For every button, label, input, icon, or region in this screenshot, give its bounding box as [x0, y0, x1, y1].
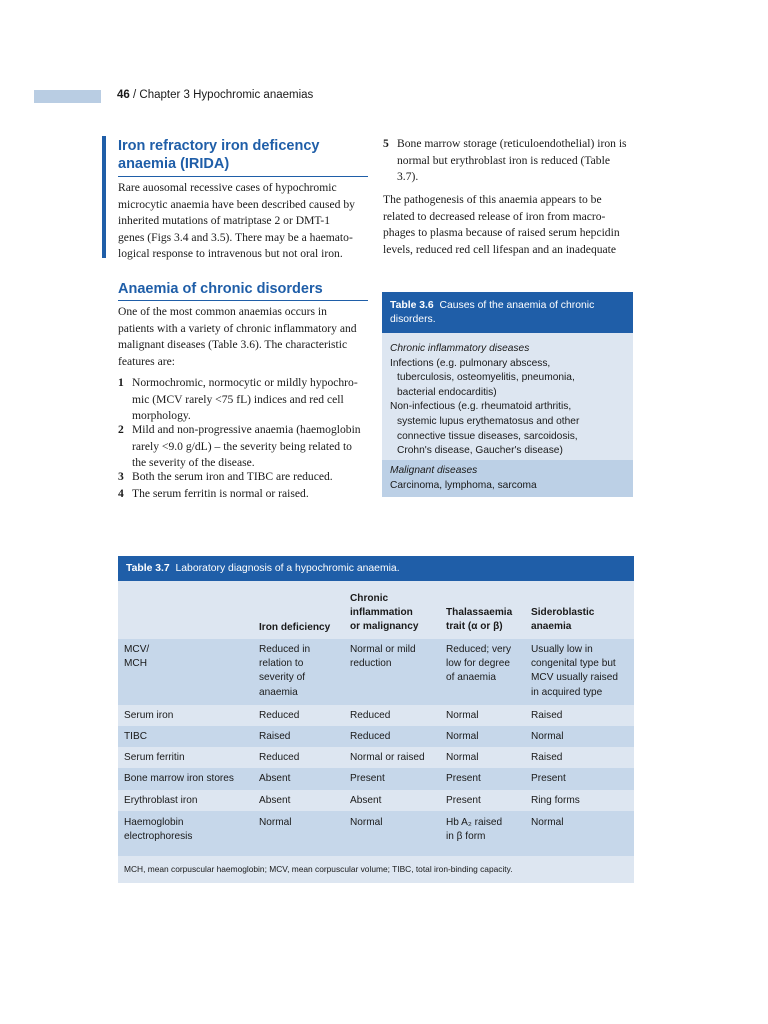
list-item-5	[383, 136, 634, 186]
irida-paragraph	[118, 180, 369, 263]
table-cell: Raised	[531, 752, 563, 763]
column-header-thalassaemia	[446, 606, 512, 634]
table-line: connective tissue diseases, sarcoidosis,	[397, 430, 578, 442]
table-cell: Reduced	[259, 752, 300, 763]
chapter-title: Hypochromic anaemias	[193, 89, 314, 101]
irida-heading-line2: anaemia (IRIDA)	[118, 156, 230, 172]
table-cell: Absent	[259, 773, 291, 784]
table-cell: Reduced	[350, 710, 391, 721]
table-3-7-title	[118, 556, 634, 581]
header-line: Chronic	[350, 593, 389, 604]
column-header-sideroblastic	[531, 606, 594, 634]
list-line: Normochromic, normocytic or mildly hypochro-	[132, 376, 358, 389]
irida-heading-rule	[118, 176, 368, 177]
list-item-2	[118, 422, 369, 472]
cell-line: severity of	[259, 672, 305, 684]
list-item-1	[118, 375, 369, 425]
table-cell: Absent	[350, 795, 382, 806]
table-cell	[350, 643, 416, 671]
intro-line: One of the most common anaemias occurs in	[118, 305, 327, 318]
intro-line: patients with a variety of chronic inflammatory and	[118, 321, 357, 335]
pathogenesis-paragraph	[383, 192, 634, 258]
table-label: Table 3.7	[126, 563, 170, 574]
cell-line: MCV usually raised	[531, 672, 618, 684]
table-cell: Raised	[259, 731, 291, 742]
irida-line: genes (Figs 3.4 and 3.5). There may be a haemato-	[118, 230, 353, 244]
table-cell	[259, 643, 310, 700]
header-line: inflammation	[350, 607, 413, 619]
chronic-heading: Anaemia of chronic disorders	[118, 281, 323, 297]
table-cell: Normal	[350, 817, 383, 828]
cell-line: of anaemia	[446, 672, 496, 684]
list-number: 4	[118, 487, 124, 500]
cell-line: MCV/	[124, 644, 150, 655]
table-line: Non-infectious (e.g. rheumatoid arthritis,	[390, 401, 572, 413]
table-3-6-malignant	[390, 464, 630, 493]
list-number: 5	[383, 137, 389, 150]
row-label: Serum iron	[124, 710, 174, 721]
table-cell: Present	[531, 773, 566, 784]
para-line: The pathogenesis of this anaemia appears to be	[383, 193, 602, 206]
cell-line: Haemoglobin	[124, 817, 184, 828]
header-line: trait (α or β)	[446, 621, 503, 633]
para-line: levels, reduced red cell lifespan and an inadequate	[383, 242, 617, 256]
table-line: bacterial endocarditis)	[397, 386, 497, 398]
cell-line: Reduced; very	[446, 644, 512, 655]
cell-line: anaemia	[259, 686, 298, 698]
table-line: Infections (e.g. pulmonary abscess,	[390, 357, 551, 369]
cell-line: Reduced in	[259, 644, 311, 655]
table-cell: Raised	[531, 710, 563, 721]
header-separator: /	[133, 89, 137, 101]
cell-line: Normal or mild	[350, 644, 416, 655]
table-cell: Normal	[531, 817, 564, 828]
section-accent-bar	[102, 136, 106, 258]
table-cell	[446, 816, 502, 844]
table-cell	[446, 643, 511, 686]
header-line: or malignancy	[350, 621, 419, 633]
column-header-iron-deficiency	[259, 621, 330, 635]
row-label: Bone marrow iron stores	[124, 773, 234, 784]
table-cell: Ring forms	[531, 795, 580, 806]
table-cell: Present	[446, 795, 481, 806]
cell-line: congenital type but	[531, 658, 616, 670]
irida-line: Rare auosomal recessive cases of hypochromic	[118, 181, 337, 194]
header-line: Iron deficiency	[259, 622, 331, 633]
cell-line: relation to	[259, 658, 304, 670]
chronic-heading-rule	[118, 300, 368, 301]
table-cell: Reduced	[259, 710, 300, 721]
irida-line: inherited mutations of matriptase 2 or DMT-1	[118, 214, 331, 228]
table-cell: Normal	[446, 731, 479, 742]
cell-line: in acquired type	[531, 686, 603, 698]
list-item-3	[118, 469, 369, 486]
list-line: Bone marrow storage (reticuloendothelial) iron is	[397, 137, 627, 150]
cell-line: low for degree	[446, 658, 510, 670]
list-number: 1	[118, 376, 124, 389]
table-cell: Normal	[446, 752, 479, 763]
list-line: morphology.	[132, 409, 191, 423]
table-cell	[531, 643, 618, 700]
list-item-4	[118, 486, 369, 503]
list-number: 2	[118, 423, 124, 436]
table-cell: Normal	[259, 817, 292, 828]
cell-line: in β form	[446, 831, 486, 843]
cell-line: Hb A₂ raised	[446, 817, 503, 828]
table-line: Carcinoma, lymphoma, sarcoma	[390, 479, 537, 491]
table-cell: Normal	[531, 731, 564, 742]
table-title-text: Laboratory diagnosis of a hypochromic anaemia.	[175, 563, 400, 574]
irida-heading	[118, 137, 368, 173]
list-line: The serum ferritin is normal or raised.	[132, 487, 309, 500]
cell-line: reduction	[350, 658, 392, 670]
list-line: the severity of the disease.	[132, 456, 255, 470]
row-label: Erythroblast iron	[124, 795, 198, 806]
header-line: anaemia	[531, 621, 572, 633]
table-cell: Normal or raised	[350, 752, 425, 763]
cell-line: Usually low in	[531, 644, 593, 655]
list-line: rarely <9.0 g/dL) – the severity being related to	[132, 439, 352, 453]
para-line: phages to plasma because of raised serum hepcidin	[383, 226, 620, 240]
running-header	[117, 89, 313, 101]
irida-line: logical response to intravenous but not oral iron.	[118, 247, 343, 261]
table-3-6-title	[382, 292, 633, 333]
table-line: tuberculosis, osteomyelitis, pneumonia,	[397, 372, 575, 384]
list-line: mic (MCV rarely <75 fL) indices and red cell	[132, 392, 344, 406]
table-cell: Absent	[259, 795, 291, 806]
row-label	[124, 816, 192, 844]
header-line: Sideroblastic	[531, 607, 595, 618]
row-label	[124, 643, 149, 671]
table-section-heading: Chronic inflammatory diseases	[390, 343, 530, 354]
header-line: Thalassaemia	[446, 607, 513, 618]
table-label: Table 3.6	[390, 300, 434, 311]
para-line: related to decreased release of iron from macro-	[383, 209, 606, 223]
intro-line: malignant diseases (Table 3.6). The characteristic	[118, 338, 348, 352]
table-line: Crohn's disease, Gaucher's disease)	[397, 445, 563, 457]
column-header-chronic	[350, 592, 418, 635]
table-section-heading: Malignant diseases	[390, 465, 478, 476]
table-title-line2: disorders.	[390, 314, 436, 325]
cell-line: MCH	[124, 658, 147, 670]
row-label: TIBC	[124, 731, 147, 742]
irida-heading-line1: Iron refractory iron deficency	[118, 138, 320, 154]
list-line: normal but erythroblast iron is reduced (Table	[397, 153, 610, 167]
chapter-label: Chapter 3	[139, 89, 190, 101]
list-number: 3	[118, 470, 124, 483]
table-cell: Normal	[446, 710, 479, 721]
table-cell: Present	[350, 773, 385, 784]
table-cell: Reduced	[350, 731, 391, 742]
list-line: Mild and non-progressive anaemia (haemoglobin	[132, 423, 361, 436]
chronic-intro	[118, 304, 369, 370]
row-label: Serum ferritin	[124, 752, 185, 763]
header-color-bar	[34, 90, 101, 103]
list-line: 3.7).	[397, 170, 419, 184]
table-footnote: MCH, mean corpuscular haemoglobin; MCV, mean corpuscular volume; TIBC, total iron-binding capacity.	[124, 864, 513, 874]
cell-line: electrophoresis	[124, 831, 193, 843]
table-line: systemic lupus erythematosus and other	[397, 415, 580, 427]
table-title-text: Causes of the anaemia of chronic	[439, 300, 595, 311]
list-line: Both the serum iron and TIBC are reduced.	[132, 470, 333, 483]
intro-line: features are:	[118, 354, 175, 368]
table-3-6-content	[390, 342, 630, 459]
page-number: 46	[117, 89, 130, 101]
table-cell: Present	[446, 773, 481, 784]
irida-line: microcytic anaemia have been described caused by	[118, 197, 355, 211]
